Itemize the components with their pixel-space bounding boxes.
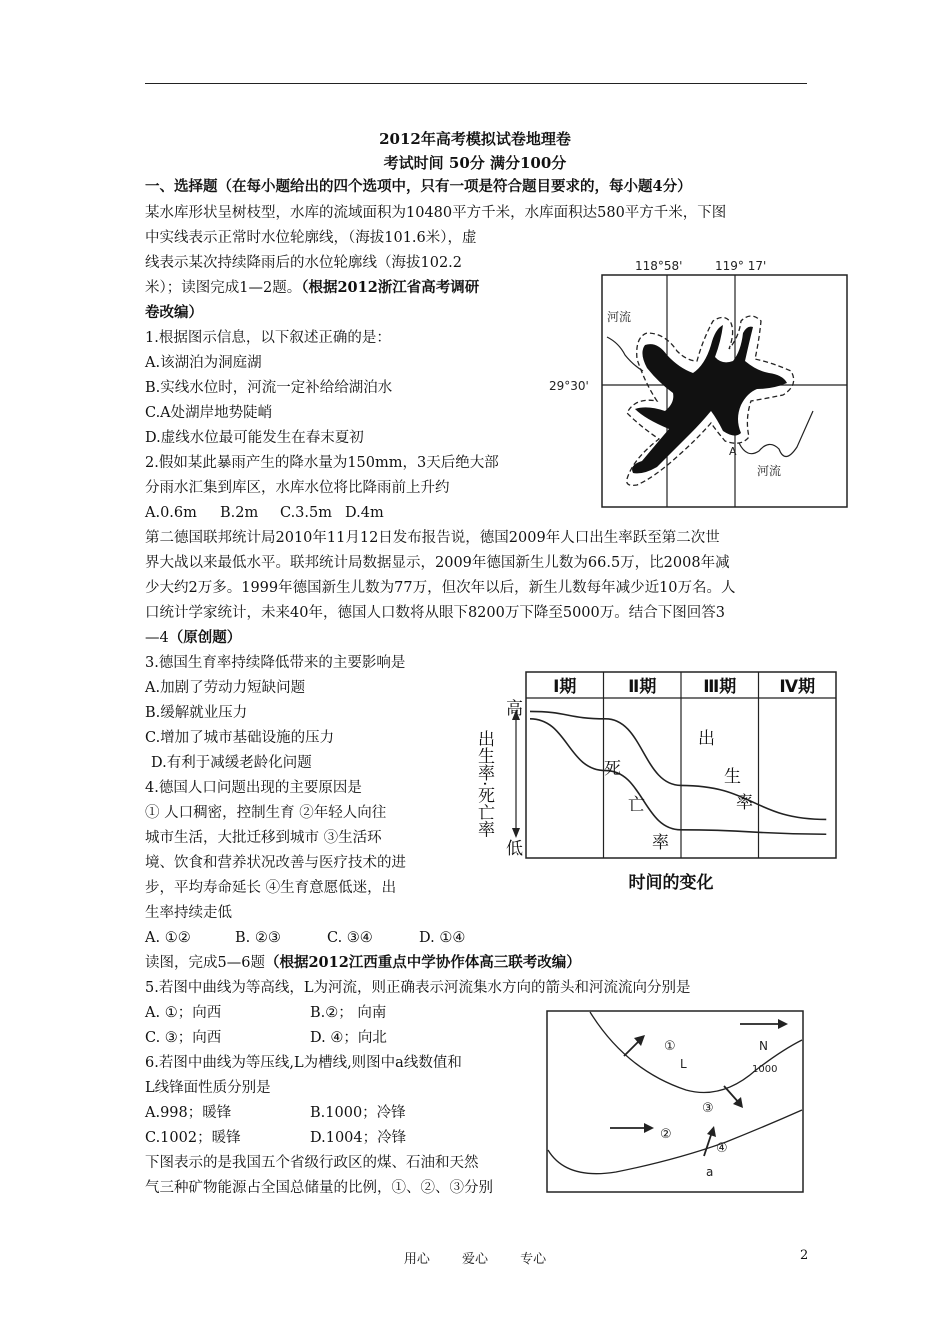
intro1-line4: [145, 278, 479, 298]
death-label-3: 率: [652, 833, 669, 853]
section1-heading: 一、选择题（在每小题给出的四个选项中，只有一项是符合题目要求的，每小题4分）: [145, 178, 692, 195]
population-chart-svg: [474, 668, 840, 900]
q6-options-row2: [145, 1128, 406, 1148]
q4-line3: 境、饮食和营养状况改善与医疗技术的进: [145, 855, 406, 871]
footer-word-2: 爱心: [461, 1252, 488, 1267]
intro3-source: （根据2012江西重点中学协作体高三联考改编）: [264, 954, 581, 971]
intro2-line5: [145, 628, 241, 648]
map2-isoline-value: 1000: [752, 1064, 778, 1075]
q1-option-d: D.虚线水位最可能发生在春末夏初: [145, 430, 364, 446]
map2-marker-1: ①: [664, 1039, 676, 1054]
q5-option-d: D. ④；向北: [310, 1030, 387, 1046]
death-label-1: 死: [604, 759, 621, 779]
birth-label-3: 率: [736, 793, 753, 813]
q3-option-b: B.缓解就业压力: [145, 705, 248, 721]
death-rate-line: [530, 719, 826, 834]
q2-option-d: D.4m: [345, 505, 384, 521]
q4-line5: 生率持续走低: [145, 905, 232, 921]
map2-marker-2: ②: [660, 1127, 672, 1142]
period-label: Ⅱ期: [628, 677, 657, 697]
q6-line2: L线锋面性质分别是: [145, 1080, 271, 1096]
intro1-line4a: 米）；读图完成1—2题。: [145, 280, 302, 296]
q6-options-row1: [145, 1103, 406, 1123]
footer-word-3: 专心: [520, 1252, 547, 1267]
q5-option-a: A. ①；向西: [145, 1005, 222, 1021]
birth-rate-line: [530, 711, 826, 819]
chart-y-low: 低: [506, 839, 523, 859]
map1-point-a: A: [729, 445, 737, 458]
reservoir-map: [547, 233, 854, 516]
q4-line2: 城市生活，大批迁移到城市 ③生活环: [145, 830, 382, 846]
q6-option-c: C.1002；暖锋: [145, 1130, 241, 1146]
q2-line2: 分雨水汇集到库区，水库水位将比降雨前上升约: [145, 480, 450, 496]
q3-stem: 3.德国生育率持续降低带来的主要影响是: [145, 655, 406, 671]
q1-stem: 1.根据图示信息，以下叙述正确的是：: [145, 330, 391, 346]
q3-option-c: C.增加了城市基础设施的压力: [145, 730, 335, 746]
q4-options: [145, 928, 465, 948]
page-subtitle: 考试时间 50分 满分100分: [383, 154, 567, 172]
q4-option-b: B. ②③: [235, 930, 281, 946]
intro2-line4: 口统计学家统计，未来40年，德国人口数将从眼下8200万下降至5000万。结合下图回答3: [145, 605, 725, 621]
footer-word-1: 用心: [403, 1252, 430, 1267]
q4-option-a: A. ①②: [145, 930, 191, 946]
map1-lon1: 118°58': [635, 259, 683, 273]
birth-label-1: 出: [698, 729, 715, 749]
q5-option-c: C. ③；向西: [145, 1030, 222, 1046]
intro1-line3: 线表示某次持续降雨后的水位轮廓线（海拔102.2: [145, 255, 463, 271]
q2-line1: 2.假如某此暴雨产生的降水量为150mm，3天后绝大部: [145, 455, 499, 471]
q4-stem: 4.德国人口问题出现的主要原因是: [145, 780, 362, 796]
q5-options-row1: [145, 1003, 386, 1023]
q5-stem: 5.若图中曲线为等高线，L为河流，则正确表示河流集水方向的箭头和河流流向分别是: [145, 980, 691, 996]
q6-option-a: A.998；暖锋: [145, 1105, 232, 1121]
intro4-line1: 下图表示的是我国五个省级行政区的煤、石油和天然: [145, 1155, 479, 1171]
period-label: Ⅰ期: [553, 677, 577, 697]
q5-options-row2: [145, 1028, 387, 1048]
intro2-line3: 少大约2万多。1999年德国新生儿数为77万，但次年以后，新生儿数每年减少近10万名。人: [145, 580, 736, 596]
chart-x-label: 时间的变化: [628, 873, 714, 893]
period-label: Ⅲ期: [703, 677, 737, 697]
header-rule: [145, 83, 807, 84]
q6-line1: 6.若图中曲线为等压线,L为槽线,则图中a线数值和: [145, 1055, 462, 1071]
q3-option-d: D.有利于减缓老龄化问题: [151, 755, 312, 771]
page-title: 2012年高考模拟试卷地理卷: [379, 130, 571, 148]
map2-label-l: L: [680, 1057, 687, 1071]
q3-option-a: A.加剧了劳动力短缺问题: [145, 680, 306, 696]
chart-y-high: 高: [506, 699, 523, 719]
map1-lon2: 119° 17': [715, 259, 767, 273]
intro1-line5: 卷改编）: [145, 304, 203, 321]
q4-option-c: C. ③④: [327, 930, 373, 946]
intro2-line2: 界大战以来最低水平。联邦统计局数据显示，2009年德国新生儿数为66.5万，比2008年减: [145, 555, 730, 571]
q2-option-b: B.2m: [220, 505, 259, 521]
q1-option-a: A.该湖泊为洞庭湖: [145, 355, 262, 371]
q4-line4: 步，平均寿命延长 ④生育意愿低迷，出: [145, 880, 397, 896]
intro2-source: （原创题）: [168, 629, 242, 646]
death-label-2: 亡: [628, 795, 645, 815]
birth-label-2: 生: [724, 767, 741, 787]
page-number: 2: [800, 1248, 809, 1263]
intro3-text: 读图，完成5—6题: [145, 955, 265, 971]
q1-option-c: C.A处湖岸地势陡峭: [145, 405, 273, 421]
map2-marker-3: ③: [702, 1101, 714, 1116]
isoline-map: [546, 1010, 804, 1193]
intro3-line: [145, 953, 581, 973]
intro2-line5a: —4: [145, 630, 169, 646]
population-chart: [474, 668, 840, 900]
map2-marker-4: ④: [716, 1141, 728, 1156]
q6-option-b: B.1000；冷锋: [310, 1105, 406, 1121]
period-label: Ⅳ期: [779, 677, 816, 697]
intro1-line1: 某水库形状呈树枝型，水库的流域面积为10480平方千米，水库面积达580平方千米，下图: [145, 205, 727, 221]
map1-river1: 河流: [607, 310, 632, 324]
q5-option-b: B.②； 向南: [310, 1005, 387, 1021]
q2-option-a: A.0.6m: [145, 505, 197, 521]
map2-label-n: N: [759, 1039, 768, 1053]
map1-river2: 河流: [757, 464, 782, 478]
chart-y-label: 出生率·死亡率: [474, 730, 494, 838]
q2-option-c: C.3.5m: [280, 505, 332, 521]
intro1-source: （根据2012浙江省高考调研: [301, 279, 480, 296]
intro4-line2: 气三种矿物能源占全国总储量的比例，①、②、③分别: [145, 1180, 493, 1196]
q4-line1: ① 人口稠密，控制生育 ②年轻人向往: [145, 805, 387, 821]
intro2-line1: 第二德国联邦统计局2010年11月12日发布报告说，德国2009年人口出生率跃至第二次世: [145, 530, 720, 546]
q1-option-b: B.实线水位时，河流一定补给给湖泊水: [145, 380, 393, 396]
q6-option-d: D.1004；冷锋: [310, 1130, 407, 1146]
map1-lat: 29°30': [549, 379, 589, 393]
map2-label-a: a: [706, 1165, 714, 1179]
intro1-line2: 中实线表示正常时水位轮廓线，（海拔101.6米），虚: [145, 230, 477, 246]
q2-options: [145, 503, 384, 523]
q4-option-d: D. ①④: [419, 930, 466, 946]
